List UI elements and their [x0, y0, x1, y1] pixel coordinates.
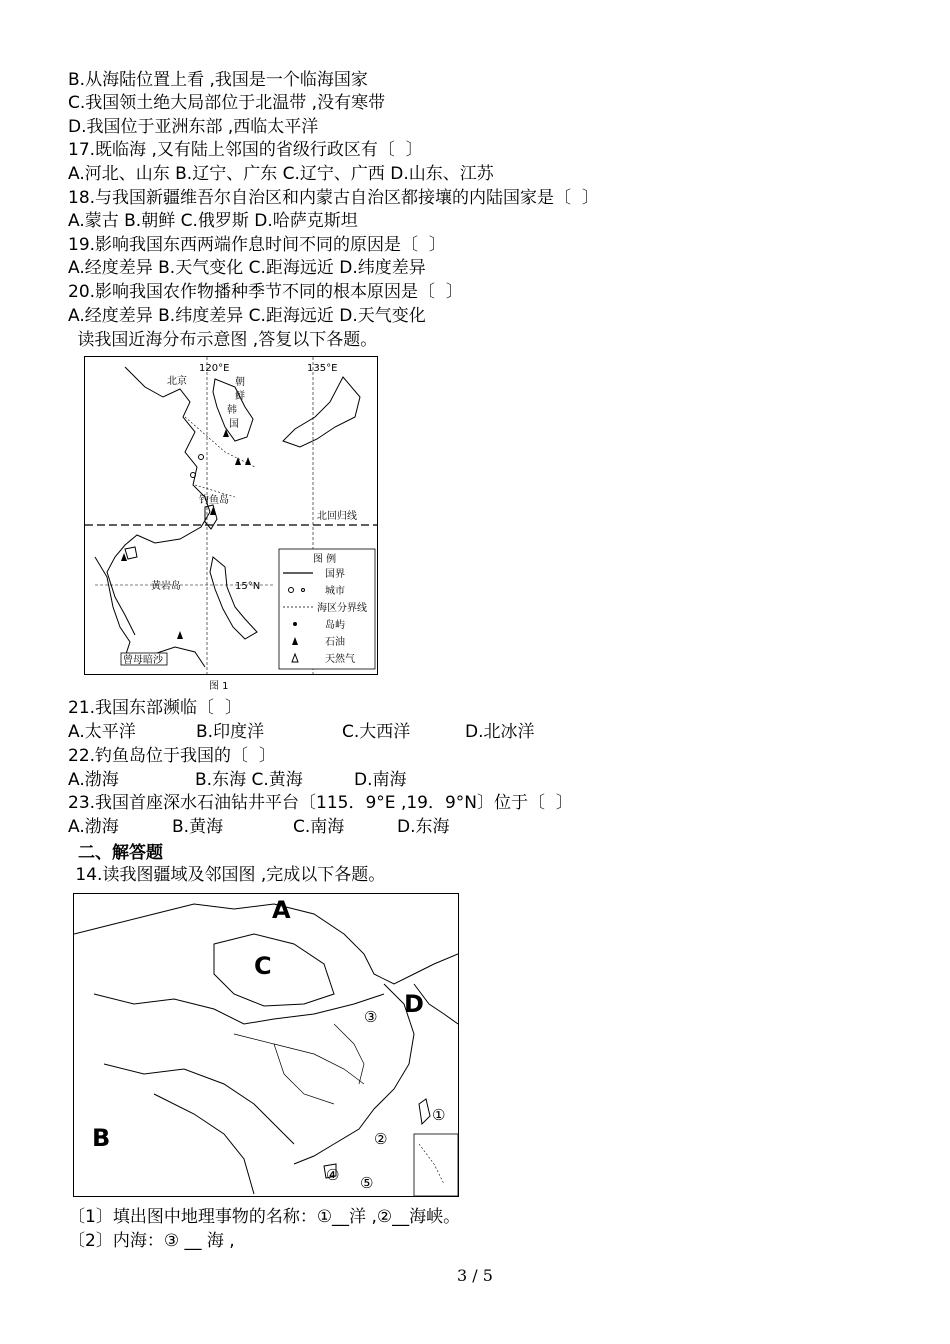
q22-option-a: A.渤海: [68, 770, 119, 790]
label-2: ②: [374, 1130, 388, 1148]
q21-option-c: C.大西洋: [342, 722, 411, 742]
page-number: 3 / 5: [457, 1266, 493, 1285]
q21-option-a: A.太平洋: [68, 722, 136, 742]
q23-option-b: B.黄海: [172, 817, 224, 837]
beijing-label: 北京: [167, 376, 187, 387]
map-legend: [279, 549, 375, 669]
question-14-2: 〔2〕内海：③ __ 海 ,: [68, 1231, 235, 1251]
question-14: 14.读我图疆域及邻国图 ,完成以下各题。: [70, 865, 386, 885]
question-20-options: A.经度差异 B.纬度差异 C.距海远近 D.天气变化: [68, 306, 426, 326]
q23-option-d: D.东海: [397, 817, 450, 837]
zengmu-label: 曾母暗沙: [123, 655, 163, 666]
q21-option-d: D.北冰洋: [465, 722, 535, 742]
label-1: ①: [432, 1106, 446, 1124]
label-a: A: [272, 896, 291, 924]
korea-label-2: 鲜: [235, 391, 245, 402]
tropic-label: 北回归线: [317, 511, 357, 522]
q23-option-c: C.南海: [293, 817, 345, 837]
q21-option-b: B.印度洋: [196, 722, 265, 742]
map1-caption: 图 1: [209, 681, 229, 692]
question-18-options: A.蒙古 B.朝鲜 C.俄罗斯 D.哈萨克斯坦: [68, 211, 358, 231]
label-4: ④: [326, 1166, 340, 1184]
section-heading: 二、解答题: [78, 843, 163, 863]
legend-sea-boundary: 海区分界线: [317, 603, 367, 614]
option-c-line: C.我国领土绝大局部位于北温带 ,没有寒带: [68, 93, 386, 113]
lat-15-label: 15°N: [235, 581, 261, 592]
question-17: 17.既临海 ,又有陆上邻国的省级行政区有〔 〕: [68, 140, 423, 160]
label-b: B: [92, 1124, 111, 1152]
lon-135-label: 135°E: [307, 363, 338, 374]
label-3: ③: [364, 1008, 378, 1026]
question-19-options: A.经度差异 B.天气变化 C.距海远近 D.纬度差异: [68, 258, 426, 278]
legend-border: 国界: [325, 569, 345, 580]
china-seas-map: [84, 356, 378, 692]
q22-option-bc: B.东海 C.黄海: [195, 770, 303, 790]
option-b-line: B.从海陆位置上看 ,我国是一个临海国家: [68, 70, 368, 90]
diaoyu-label: 钓鱼岛: [199, 495, 229, 506]
label-d: D: [404, 990, 424, 1018]
legend-title: 图 例: [313, 554, 337, 565]
china-territory-map: [73, 893, 459, 1197]
question-14-1: 〔1〕填出图中地理事物的名称：①__洋 ,②__海峡。: [68, 1207, 461, 1227]
korea-label-1: 朝: [235, 377, 245, 388]
lon-120-label: 120°E: [199, 363, 230, 374]
question-23: 23.我国首座深水石油钻井平台〔115．9°E ,19．9°N〕位于〔 〕: [68, 793, 573, 813]
legend-oil: 石油: [325, 637, 345, 648]
huangyan-label: 黄岩岛: [151, 581, 181, 592]
korea-label-4: 国: [229, 419, 239, 430]
q22-option-d: D.南海: [354, 770, 407, 790]
question-18: 18.与我国新疆维吾尔自治区和内蒙古自治区都接壤的内陆国家是〔 〕: [68, 188, 599, 208]
legend-island: 岛屿: [325, 620, 345, 631]
question-21: 21.我国东部濒临〔 〕: [68, 698, 242, 718]
option-d-line: D.我国位于亚洲东部 ,西临太平洋: [68, 117, 319, 137]
legend-city: 城市: [325, 586, 345, 597]
korea-label-3: 韩: [227, 405, 237, 416]
label-c: C: [254, 952, 272, 980]
legend-gas: 天然气: [325, 654, 355, 665]
question-17-options: A.河北、山东 B.辽宁、广东 C.辽宁、广西 D.山东、江苏: [68, 164, 494, 184]
label-5: ⑤: [360, 1174, 374, 1192]
map-intro: 读我国近海分布示意图 ,答复以下各题。: [72, 330, 378, 350]
question-20: 20.影响我国农作物播种季节不同的根本原因是〔 〕: [68, 282, 463, 302]
q23-option-a: A.渤海: [68, 817, 119, 837]
question-19: 19.影响我国东西两端作息时间不同的原因是〔 〕: [68, 235, 446, 255]
question-22: 22.钓鱼岛位于我国的〔 〕: [68, 746, 276, 766]
